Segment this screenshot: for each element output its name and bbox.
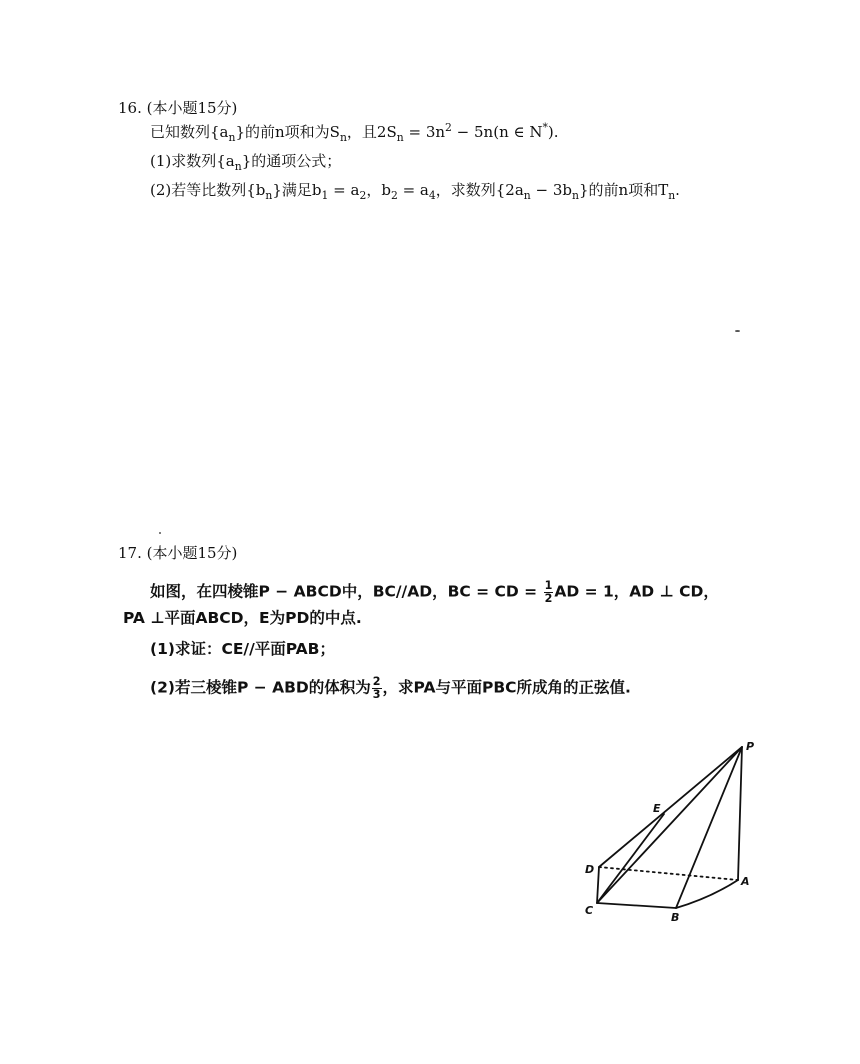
q17-part1: (1)求证：CE//平面PAB；: [150, 640, 335, 658]
fraction-one-half: $\frac{1}{2}$: [544, 579, 553, 605]
edge-PC: [597, 747, 742, 903]
q17-header: 17. (本小题15分): [118, 544, 238, 562]
pyramid-diagram: [570, 730, 770, 930]
q16-part2: (2)若等比数列$\{b_n\}$满足$b_1 = a_2$，$b_2 = a_4$，求数列$\{2a_n - 3b_n\}$的前n项和$T_n$.: [150, 181, 680, 202]
segment-CE: [597, 814, 664, 903]
q16-part1: (1)求数列$\{a_n\}$的通项公式；: [150, 152, 342, 173]
label-E: E: [653, 802, 661, 815]
label-P: P: [746, 740, 755, 753]
scan-speck: [159, 532, 161, 534]
fraction-two-thirds: $\frac{2}{3}$: [372, 675, 381, 701]
q16-header: 16. (本小题15分): [118, 99, 238, 117]
q17-statement-line1: 如图，在四棱锥P − ABCD中，BC//AD，BC = CD = $\frac{1}{2}$ AD = 1，AD ⊥ CD，: [150, 579, 719, 605]
q16-statement: 已知数列$\{a_n\}$的前n项和为$S_n$，且$2S_n = 3n^2 - 5n(n$ ∈ N*).: [150, 121, 559, 144]
scan-speck: [735, 330, 740, 332]
pyramid-figure: [570, 730, 770, 930]
label-D: D: [585, 863, 595, 876]
edge-PD: [599, 747, 742, 867]
edge-DC: [597, 867, 599, 903]
label-B: B: [671, 911, 680, 924]
edge-CB: [597, 903, 676, 908]
edge-PA: [738, 747, 742, 880]
q17-statement-line2: PA ⊥平面ABCD，E为PD的中点.: [123, 609, 362, 627]
label-A: A: [741, 875, 750, 888]
q17-part2: (2)若三棱锥P − ABD的体积为 $\frac{2}{3}$ ，求PA与平面PBC所成角的正弦值.: [150, 675, 631, 701]
label-C: C: [585, 904, 594, 917]
